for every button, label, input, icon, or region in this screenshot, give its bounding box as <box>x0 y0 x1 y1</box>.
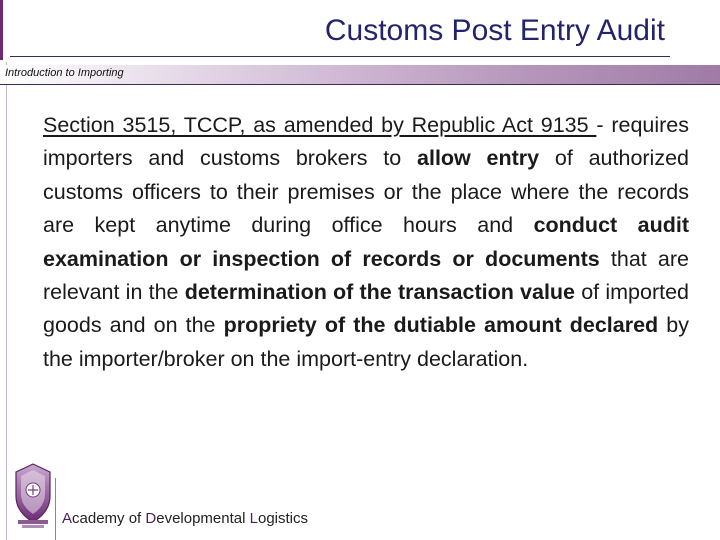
subtitle-text: Introduction to Importing <box>5 67 124 79</box>
banner-rule <box>0 84 720 85</box>
footer-initial: D <box>145 510 157 527</box>
footer-initial: L <box>249 510 258 527</box>
footer-organization <box>62 510 308 527</box>
footer-divider <box>55 478 56 540</box>
emphasis-text: conduct audit examination or inspection of records or documents <box>43 213 689 271</box>
title-underline <box>10 56 670 57</box>
footer-word-part: evelopmental <box>156 510 250 527</box>
footer-word-part: ogistics <box>257 510 309 527</box>
slide-title: Customs Post Entry Audit <box>324 14 665 47</box>
body-text-segment: by the importer/broker on the import-entry declaration. <box>43 313 689 371</box>
body-text-segment: of authorized customs officers to their premises or the place where the records are kept anytime during office hours and <box>43 146 690 238</box>
subtitle-banner <box>0 65 720 84</box>
footer-initial: A <box>62 510 73 527</box>
emphasis-text: allow entry <box>417 146 540 171</box>
left-accent-bar <box>0 0 3 60</box>
emphasis-text: determination of the transaction value <box>184 280 576 305</box>
body-text-segment: - requires importers and customs brokers to <box>43 113 689 171</box>
academy-crest-logo-icon <box>12 462 54 532</box>
body-text-segment: that are relevant in the <box>43 246 689 305</box>
body-text-segment: of imported goods and on the <box>43 280 689 338</box>
body-paragraph <box>43 109 689 376</box>
legal-reference: Section 3515, TCCP, as amended by Republic Act 9135 <box>43 113 597 137</box>
footer-word-part: cademy of <box>72 510 146 527</box>
emphasis-text: propriety of the dutiable amount declared <box>223 313 659 338</box>
left-divider-line <box>6 62 7 540</box>
